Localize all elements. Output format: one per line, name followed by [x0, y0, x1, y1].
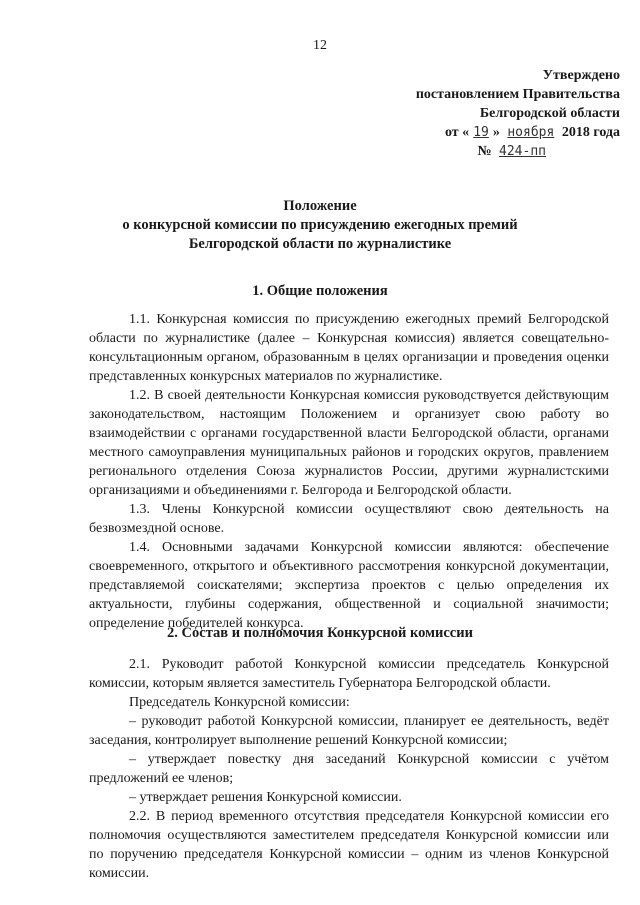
title-line: о конкурсной комиссии по присуждению ежегодных премий: [122, 217, 518, 233]
section-body: [89, 655, 609, 883]
paragraph: 1.3. Члены Конкурсной комиссии осуществляют свою деятельность на безвозмездной основе.: [89, 502, 609, 536]
approval-line: Белгородской области: [479, 106, 620, 121]
paragraph: 2.1. Руководит работой Конкурсной комиссии председатель Конкурсной комиссии, которым является заместитель Губернатора Белгородской области.: [89, 657, 609, 691]
date-day: 19: [473, 125, 489, 140]
date-year: 2018 года: [561, 125, 620, 140]
approval-number: [380, 142, 620, 161]
title-line: Положение: [283, 198, 357, 214]
document-title: [0, 197, 640, 254]
approval-date: [380, 123, 620, 142]
section-heading: 1. Общие положения: [252, 283, 388, 299]
number-value: 424-пп: [499, 144, 546, 159]
section-heading: 2. Состав и полномочия Конкурсной комиссии: [167, 625, 473, 641]
paragraph: 1.1. Конкурсная комиссия по присуждению ежегодных премий Белгородской области по журналистике (далее – Конкурсная комиссия) является совещательно-консультационным органом, образованным в целях организации и проведения оценки представленных конкурсных материалов по журналистике.: [89, 312, 609, 384]
number-prefix: №: [477, 144, 492, 159]
paragraph: Председатель Конкурсной комиссии:: [129, 695, 350, 710]
approval-stamp: [380, 66, 620, 161]
page-number: 12: [313, 38, 327, 53]
title-line: Белгородской области по журналистике: [188, 236, 452, 252]
section-body: [89, 310, 609, 633]
list-item: – руководит работой Конкурсной комиссии, планирует ее деятельность, ведёт заседания, контролирует выполнение решений Конкурсной комиссии;: [89, 714, 609, 748]
paragraph: 1.4. Основными задачами Конкурсной комиссии являются: обеспечение своевременного, открытого и объективного рассмотрения конкурсной документации, представляемой соискателями; экспертиза проектов с целью определения их актуальности, глубины содержания, общественной и социальной значимости; определение победителей конкурса.: [89, 540, 609, 631]
date-month: ноября: [507, 125, 555, 140]
list-item: – утверждает повестку дня заседаний Конкурсной комиссии с учётом предложений ее членов;: [89, 752, 609, 786]
approval-line: Утверждено: [542, 68, 620, 83]
date-prefix: от «: [444, 125, 470, 140]
date-mid: »: [492, 125, 500, 140]
paragraph: 2.2. В период временного отсутствия председателя Конкурсной комиссии его полномочия осуществляются заместителем председателя Конкурсной комиссии или по поручению председателя Конкурсной комиссии – одним из членов Конкурсной комиссии.: [89, 809, 609, 881]
approval-line: постановлением Правительства: [415, 87, 620, 102]
list-item: – утверждает решения Конкурсной комиссии.: [129, 790, 402, 805]
paragraph: 1.2. В своей деятельности Конкурсная комиссия руководствуется действующим законодательством, настоящим Положением и организует свою работу во взаимодействии с органами государственной власти Белгородской области, органами местного самоуправления муниципальных районов и городских округов, правлением регионального отделения Союза журналистов России, другими журналистскими организациями и объединениями г. Белгорода и Белгородской области.: [89, 388, 609, 498]
